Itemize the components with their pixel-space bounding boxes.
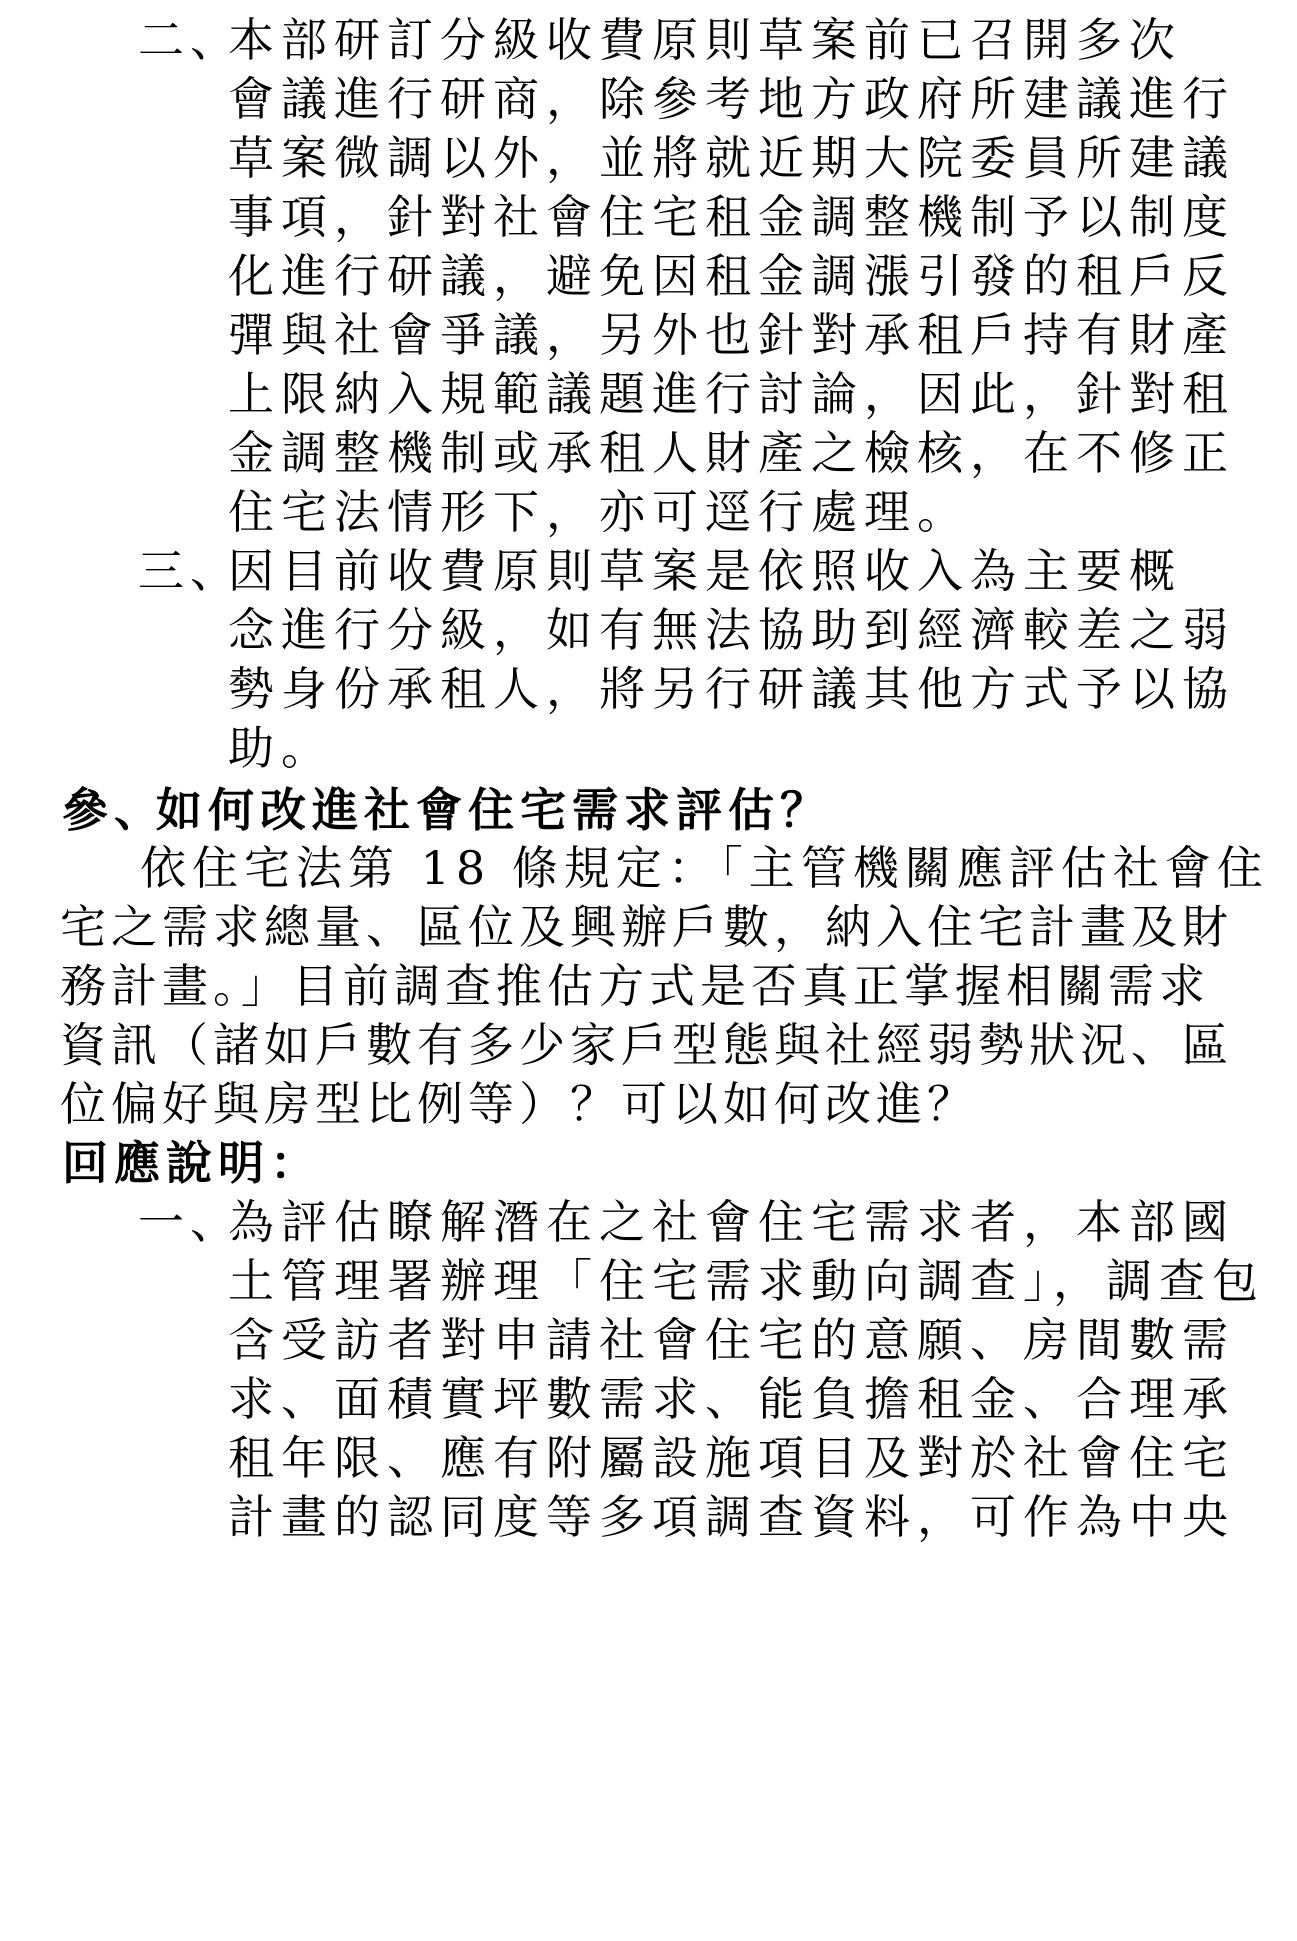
response-1-line-5: 租年限、應有附屬設施項目及對於社會住宅 xyxy=(228,1431,1235,1485)
response-label: 回應說明： xyxy=(62,1136,322,1190)
question-line-5: 位偏好與房型比例等）？可以如何改進？ xyxy=(60,1077,978,1131)
item-2-line-7: 上限納入規範議題進行討論，因此，針對租 xyxy=(228,367,1235,421)
question-line-2: 宅之需求總量、區位及興辦戶數，納入住宅計畫及財 xyxy=(60,900,1233,954)
item-2-line-3: 草案微調以外，並將就近期大院委員所建議 xyxy=(228,131,1235,185)
list-marker-2: 二、 xyxy=(138,13,242,67)
item-2-line-2: 會議進行研商，除參考地方政府所建議進行 xyxy=(228,72,1235,126)
section-title: 如何改進社會住宅需求評估？ xyxy=(156,783,832,837)
question-line-1: 依住宅法第 18 條規定：「主管機關應評估社會住 xyxy=(140,841,1269,895)
item-2-line-1: 本部研訂分級收費原則草案前已召開多次 xyxy=(228,13,1182,67)
item-2-line-9: 住宅法情形下，亦可逕行處理。 xyxy=(228,485,970,539)
section-marker: 參、 xyxy=(62,783,166,837)
item-2-line-8: 金調整機制或承租人財產之檢核，在不修正 xyxy=(228,426,1235,480)
item-3-line-4: 助。 xyxy=(228,721,334,775)
list-marker-3: 三、 xyxy=(138,544,242,598)
response-1-line-2: 土管理署辦理「住宅需求動向調查」，調查包 xyxy=(228,1254,1265,1308)
response-1-line-1: 為評估瞭解潛在之社會住宅需求者，本部國 xyxy=(228,1195,1235,1249)
item-3-line-3: 勢身份承租人，將另行研議其他方式予以協 xyxy=(228,662,1235,716)
item-3-line-2: 念進行分級，如有無法協助到經濟較差之弱 xyxy=(228,603,1235,657)
response-1-line-4: 求、面積實坪數需求、能負擔租金、合理承 xyxy=(228,1372,1235,1426)
item-3-line-1: 因目前收費原則草案是依照收入為主要概 xyxy=(228,544,1182,598)
question-line-4: 資訊（諸如戶數有多少家戶型態與社經弱勢狀況、區 xyxy=(60,1018,1233,1072)
response-1-line-3: 含受訪者對申請社會住宅的意願、房間數需 xyxy=(228,1313,1235,1367)
response-1-line-6: 計畫的認同度等多項調查資料，可作為中央 xyxy=(228,1490,1235,1544)
response-marker-1: 一、 xyxy=(138,1195,242,1249)
item-2-line-5: 化進行研議，避免因租金調漲引發的租戶反 xyxy=(228,249,1235,303)
item-2-line-4: 事項，針對社會住宅租金調整機制予以制度 xyxy=(228,190,1235,244)
question-line-3: 務計畫。」目前調查推估方式是否真正掌握相關需求 xyxy=(60,959,1210,1013)
item-2-line-6: 彈與社會爭議，另外也針對承租戶持有財產 xyxy=(228,308,1235,362)
